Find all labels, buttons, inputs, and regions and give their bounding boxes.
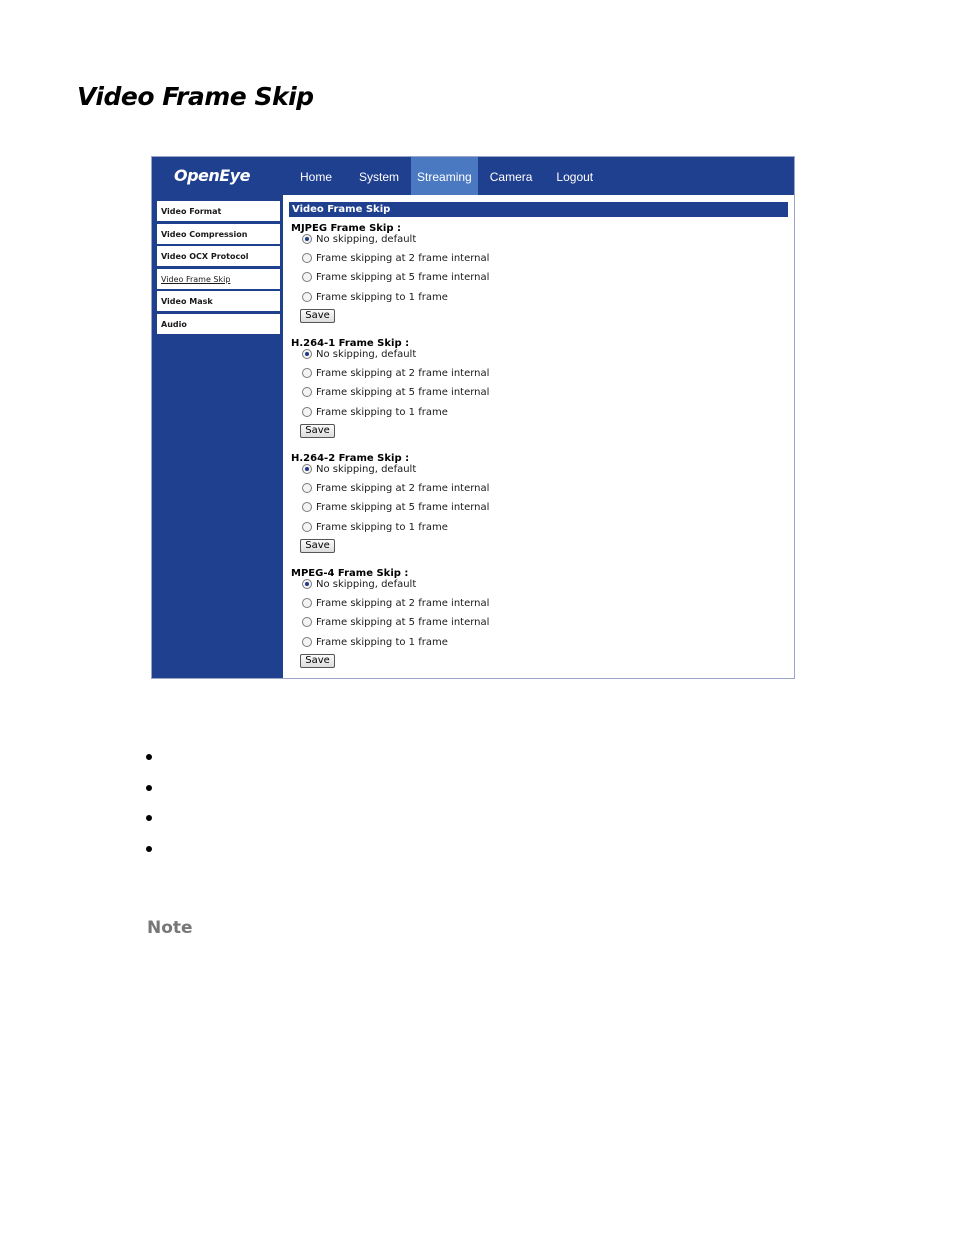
main-content (284, 195, 794, 679)
sidebar-item-audio[interactable]: Audio (157, 314, 280, 334)
sidebar (152, 195, 283, 679)
document-title: Video Frame Skip (77, 82, 314, 111)
nav-streaming[interactable]: Streaming (411, 157, 478, 195)
sidebar-item-video-ocx-protocol[interactable]: Video OCX Protocol (157, 246, 280, 266)
mjpeg-option-3[interactable] (302, 270, 489, 284)
main-nav (284, 157, 605, 195)
h264-1-option-3[interactable] (302, 385, 489, 399)
nav-camera[interactable]: Camera (489, 170, 533, 184)
mpeg4-option-4[interactable] (302, 635, 448, 649)
radio-button-icon[interactable] (302, 272, 312, 282)
radio-button-icon[interactable] (302, 349, 312, 359)
option-label: No skipping, default (316, 348, 417, 360)
sidebar-item-video-compression[interactable]: Video Compression (157, 224, 280, 244)
radio-button-icon[interactable] (302, 502, 312, 512)
bullet-1 (146, 754, 152, 760)
nav-logout[interactable]: Logout (556, 170, 594, 184)
openeye-logo: OpenEye (174, 166, 251, 185)
mpeg4-save-button[interactable]: Save (300, 654, 335, 668)
h264-2-option-4[interactable] (302, 520, 448, 534)
nav-system[interactable]: System (359, 170, 400, 184)
h264-1-group-label: H.264-1 Frame Skip : (291, 338, 410, 349)
sidebar-item-video-frame-skip[interactable]: Video Frame Skip (157, 269, 280, 289)
mjpeg-group-label: MJPEG Frame Skip : (291, 223, 401, 234)
radio-button-icon[interactable] (302, 483, 312, 493)
mjpeg-option-2[interactable] (302, 251, 489, 265)
option-label: Frame skipping at 2 frame internal (316, 597, 490, 609)
mjpeg-option-1[interactable] (302, 232, 416, 246)
sidebar-item-video-mask[interactable]: Video Mask (157, 291, 280, 311)
h264-2-option-3[interactable] (302, 500, 489, 514)
option-label: No skipping, default (316, 233, 417, 245)
option-label: Frame skipping at 5 frame internal (316, 271, 490, 283)
bullet-4 (146, 846, 152, 852)
h264-2-option-1[interactable] (302, 462, 416, 476)
h264-1-option-4[interactable] (302, 405, 448, 419)
top-navigation-bar (152, 157, 794, 195)
note-heading: Note (147, 918, 193, 938)
option-label: Frame skipping to 1 frame (316, 521, 448, 533)
option-label: Frame skipping to 1 frame (316, 636, 448, 648)
h264-2-save-button[interactable]: Save (300, 539, 335, 553)
radio-button-icon[interactable] (302, 253, 312, 263)
mpeg4-option-2[interactable] (302, 596, 489, 610)
h264-1-option-1[interactable] (302, 347, 416, 361)
radio-button-icon[interactable] (302, 234, 312, 244)
option-label: Frame skipping to 1 frame (316, 291, 448, 303)
bullet-3 (146, 815, 152, 821)
option-label: No skipping, default (316, 463, 417, 475)
option-label: Frame skipping at 5 frame internal (316, 501, 490, 513)
option-label: Frame skipping to 1 frame (316, 406, 448, 418)
option-label: Frame skipping at 2 frame internal (316, 252, 490, 264)
radio-button-icon[interactable] (302, 617, 312, 627)
radio-button-icon[interactable] (302, 598, 312, 608)
h264-1-save-button[interactable]: Save (300, 424, 335, 438)
mpeg4-option-1[interactable] (302, 577, 416, 591)
h264-1-option-2[interactable] (302, 366, 489, 380)
option-label: No skipping, default (316, 578, 417, 590)
mjpeg-option-4[interactable] (302, 290, 448, 304)
mpeg4-group-label: MPEG-4 Frame Skip : (291, 568, 409, 579)
option-label: Frame skipping at 5 frame internal (316, 616, 490, 628)
radio-button-icon[interactable] (302, 407, 312, 417)
option-label: Frame skipping at 2 frame internal (316, 367, 490, 379)
radio-button-icon[interactable] (302, 637, 312, 647)
radio-button-icon[interactable] (302, 368, 312, 378)
mpeg4-option-3[interactable] (302, 615, 489, 629)
bullet-2 (146, 785, 152, 791)
sidebar-item-video-format[interactable]: Video Format (157, 201, 280, 221)
nav-home[interactable]: Home (300, 170, 333, 184)
radio-button-icon[interactable] (302, 579, 312, 589)
radio-button-icon[interactable] (302, 464, 312, 474)
mjpeg-save-button[interactable]: Save (300, 309, 335, 323)
radio-button-icon[interactable] (302, 522, 312, 532)
h264-2-option-2[interactable] (302, 481, 489, 495)
option-label: Frame skipping at 5 frame internal (316, 386, 490, 398)
radio-button-icon[interactable] (302, 387, 312, 397)
option-label: Frame skipping at 2 frame internal (316, 482, 490, 494)
camera-web-ui-screenshot (151, 156, 795, 679)
radio-button-icon[interactable] (302, 292, 312, 302)
section-title: Video Frame Skip (289, 202, 788, 217)
h264-2-group-label: H.264-2 Frame Skip : (291, 453, 410, 464)
